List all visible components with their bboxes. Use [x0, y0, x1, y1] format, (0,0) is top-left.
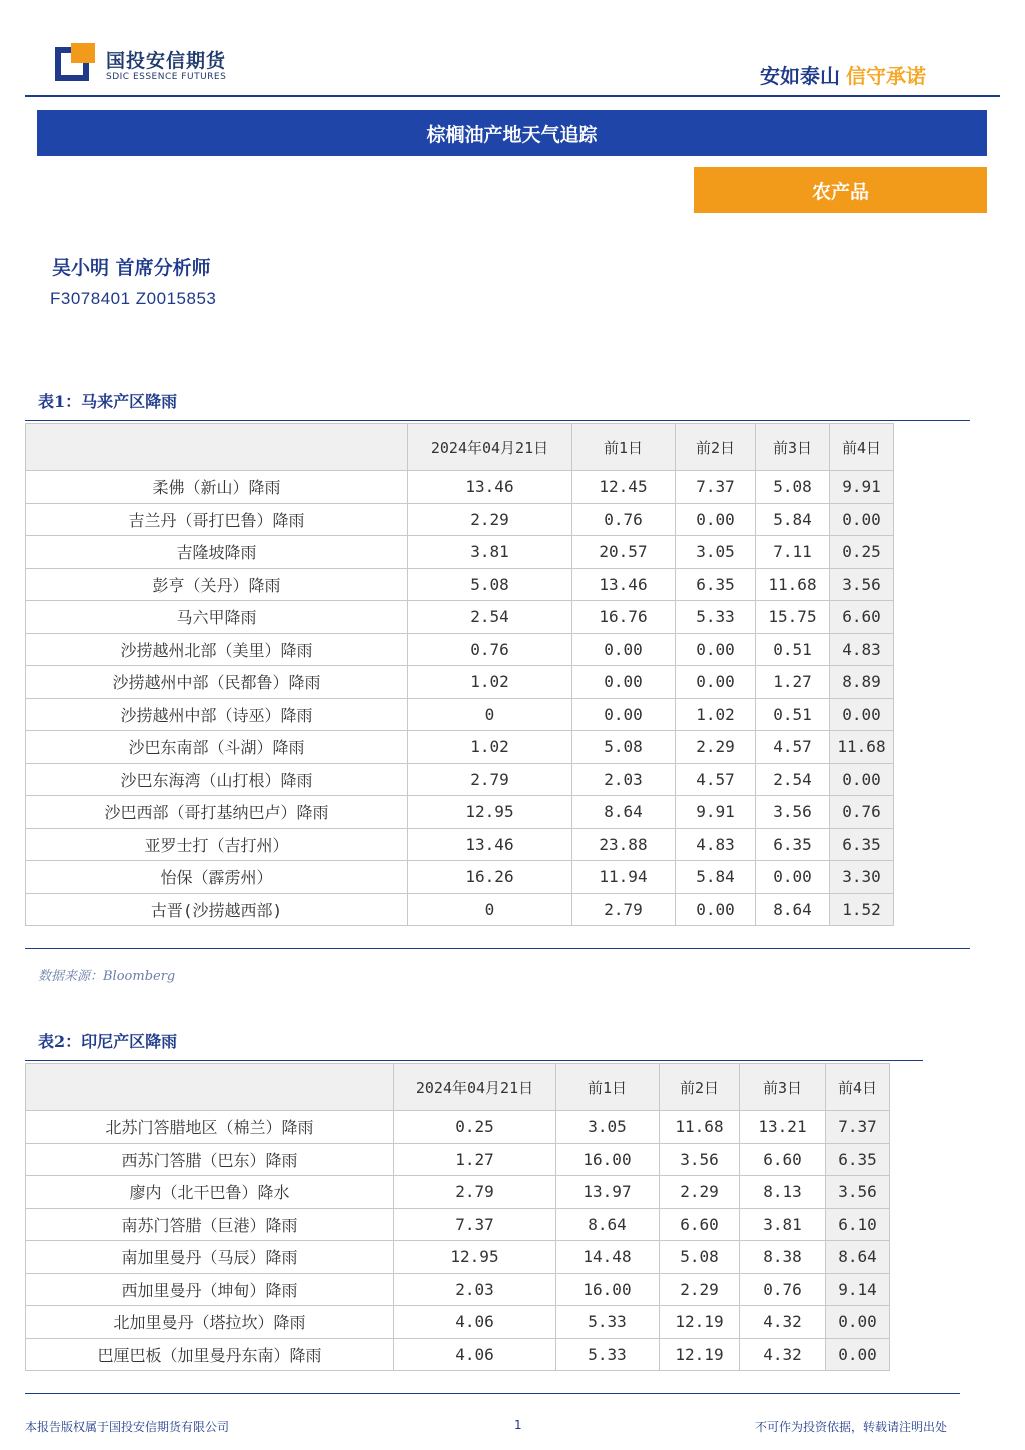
rainfall-value-cell: 0.00: [572, 666, 676, 699]
region-cell: 吉兰丹（哥打巴鲁）降雨: [26, 503, 408, 536]
rainfall-value-cell: 3.05: [676, 536, 756, 569]
rainfall-value-cell: 1.52: [830, 893, 894, 926]
region-cell: 亚罗士打（吉打州）: [26, 828, 408, 861]
rainfall-value-cell: 13.97: [556, 1176, 660, 1209]
table1-top-rule: [25, 420, 970, 421]
slogan-part-2: 信守承诺: [846, 64, 926, 88]
rainfall-value-cell: 14.48: [556, 1241, 660, 1274]
rainfall-value-cell: 1.02: [408, 666, 572, 699]
region-cell: 古晋(沙捞越西部): [26, 893, 408, 926]
footer-copyright: 本报告版权属于国投安信期货有限公司: [25, 1420, 230, 1434]
rainfall-value-cell: 7.37: [676, 471, 756, 504]
rainfall-value-cell: 12.19: [660, 1306, 740, 1339]
table-row: [26, 633, 894, 666]
rainfall-value-cell: 3.56: [830, 568, 894, 601]
table-row: [26, 763, 894, 796]
rainfall-value-cell: 8.64: [826, 1241, 890, 1274]
rainfall-value-cell: 2.79: [394, 1176, 556, 1209]
rainfall-value-cell: 23.88: [572, 828, 676, 861]
rainfall-value-cell: 2.29: [660, 1176, 740, 1209]
slogan: [760, 60, 926, 89]
table-row: [26, 471, 894, 504]
rainfall-value-cell: 3.30: [830, 861, 894, 894]
rainfall-value-cell: 0.00: [676, 503, 756, 536]
table-row: [26, 1111, 890, 1144]
region-cell: 沙捞越州中部（民都鲁）降雨: [26, 666, 408, 699]
rainfall-value-cell: 0.51: [756, 633, 830, 666]
rainfall-value-cell: 2.29: [676, 731, 756, 764]
rainfall-value-cell: 2.54: [408, 601, 572, 634]
table-row: [26, 828, 894, 861]
rainfall-value-cell: 6.60: [740, 1143, 826, 1176]
rainfall-value-cell: 7.11: [756, 536, 830, 569]
rainfall-value-cell: 4.83: [676, 828, 756, 861]
rainfall-value-cell: 4.32: [740, 1338, 826, 1371]
rainfall-value-cell: 2.03: [572, 763, 676, 796]
table-row: [26, 796, 894, 829]
rainfall-value-cell: 5.84: [676, 861, 756, 894]
table2-title: 表2：印尼产区降雨: [38, 1032, 178, 1051]
rainfall-value-cell: 2.03: [394, 1273, 556, 1306]
rainfall-value-cell: 0.00: [676, 666, 756, 699]
column-header: 前2日: [676, 424, 756, 471]
table-header-row: [26, 1064, 890, 1111]
rainfall-value-cell: 3.05: [556, 1111, 660, 1144]
region-cell: 怡保（霹雳州）: [26, 861, 408, 894]
rainfall-value-cell: 13.21: [740, 1111, 826, 1144]
rainfall-value-cell: 2.29: [408, 503, 572, 536]
rainfall-value-cell: 0.76: [740, 1273, 826, 1306]
table-row: [26, 666, 894, 699]
rainfall-value-cell: 5.08: [756, 471, 830, 504]
rainfall-value-cell: 20.57: [572, 536, 676, 569]
rainfall-value-cell: 1.27: [756, 666, 830, 699]
rainfall-value-cell: 3.56: [826, 1176, 890, 1209]
category-badge: 农产品: [694, 167, 987, 213]
rainfall-value-cell: 4.06: [394, 1338, 556, 1371]
column-header: 前2日: [660, 1064, 740, 1111]
header-divider: [25, 95, 1000, 97]
rainfall-value-cell: 5.08: [408, 568, 572, 601]
rainfall-value-cell: 3.81: [740, 1208, 826, 1241]
table2-top-rule: [25, 1060, 923, 1061]
rainfall-value-cell: 16.26: [408, 861, 572, 894]
rainfall-value-cell: 0.76: [830, 796, 894, 829]
rainfall-value-cell: 0.51: [756, 698, 830, 731]
rainfall-value-cell: 0.76: [572, 503, 676, 536]
column-header: [26, 424, 408, 471]
column-header: 前3日: [740, 1064, 826, 1111]
region-cell: 柔佛（新山）降雨: [26, 471, 408, 504]
rainfall-value-cell: 13.46: [408, 471, 572, 504]
rainfall-value-cell: 4.57: [676, 763, 756, 796]
rainfall-value-cell: 9.91: [676, 796, 756, 829]
rainfall-value-cell: 4.32: [740, 1306, 826, 1339]
rainfall-value-cell: 0: [408, 698, 572, 731]
rainfall-value-cell: 5.84: [756, 503, 830, 536]
rainfall-value-cell: 0.25: [394, 1111, 556, 1144]
data-source: 数据来源：Bloomberg: [38, 969, 176, 984]
table-row: [26, 893, 894, 926]
footer-divider: [25, 1393, 960, 1394]
table-row: [26, 1143, 890, 1176]
rainfall-value-cell: 8.13: [740, 1176, 826, 1209]
rainfall-value-cell: 0: [408, 893, 572, 926]
rainfall-value-cell: 11.68: [830, 731, 894, 764]
slogan-part-1: 安如泰山: [760, 64, 840, 88]
rainfall-value-cell: 9.14: [826, 1273, 890, 1306]
rainfall-value-cell: 12.95: [394, 1241, 556, 1274]
table-row: [26, 503, 894, 536]
table2-indonesia-rainfall: [25, 1063, 890, 1371]
table-row: [26, 731, 894, 764]
region-cell: 沙捞越州北部（美里）降雨: [26, 633, 408, 666]
table-row: [26, 1208, 890, 1241]
rainfall-value-cell: 13.46: [572, 568, 676, 601]
table-row: [26, 1176, 890, 1209]
rainfall-value-cell: 3.56: [660, 1143, 740, 1176]
rainfall-value-cell: 11.94: [572, 861, 676, 894]
rainfall-value-cell: 11.68: [660, 1111, 740, 1144]
region-cell: 沙巴西部（哥打基纳巴卢）降雨: [26, 796, 408, 829]
column-header: 前4日: [830, 424, 894, 471]
rainfall-value-cell: 12.95: [408, 796, 572, 829]
rainfall-value-cell: 13.46: [408, 828, 572, 861]
table-row: [26, 1273, 890, 1306]
rainfall-value-cell: 6.60: [830, 601, 894, 634]
rainfall-value-cell: 2.54: [756, 763, 830, 796]
region-cell: 沙捞越州中部（诗巫）降雨: [26, 698, 408, 731]
region-cell: 沙巴东南部（斗湖）降雨: [26, 731, 408, 764]
column-header: 前4日: [826, 1064, 890, 1111]
rainfall-value-cell: 1.02: [408, 731, 572, 764]
company-name-cn: 国投安信期货: [106, 50, 227, 72]
region-cell: 彭亨（关丹）降雨: [26, 568, 408, 601]
rainfall-value-cell: 0.00: [826, 1306, 890, 1339]
region-cell: 沙巴东海湾（山打根）降雨: [26, 763, 408, 796]
table-row: [26, 536, 894, 569]
rainfall-value-cell: 4.57: [756, 731, 830, 764]
rainfall-value-cell: 2.29: [660, 1273, 740, 1306]
column-header: [26, 1064, 394, 1111]
table-header-row: [26, 424, 894, 471]
rainfall-value-cell: 1.02: [676, 698, 756, 731]
report-title: 棕榈油产地天气追踪: [37, 110, 987, 156]
region-cell: 南加里曼丹（马辰）降雨: [26, 1241, 394, 1274]
rainfall-value-cell: 6.10: [826, 1208, 890, 1241]
rainfall-value-cell: 7.37: [394, 1208, 556, 1241]
rainfall-value-cell: 8.64: [756, 893, 830, 926]
table-row: [26, 861, 894, 894]
rainfall-value-cell: 0.00: [830, 503, 894, 536]
analyst-cert-ids: F3078401 Z0015853: [50, 289, 217, 308]
company-logo-icon: [55, 43, 97, 83]
table1-malaysia-rainfall: [25, 423, 894, 926]
analyst-name: 吴小明 首席分析师: [52, 257, 211, 279]
rainfall-value-cell: 1.27: [394, 1143, 556, 1176]
table-row: [26, 568, 894, 601]
rainfall-value-cell: 12.19: [660, 1338, 740, 1371]
rainfall-value-cell: 6.35: [756, 828, 830, 861]
rainfall-value-cell: 6.60: [660, 1208, 740, 1241]
column-header: 前1日: [556, 1064, 660, 1111]
rainfall-value-cell: 6.35: [676, 568, 756, 601]
rainfall-value-cell: 5.08: [572, 731, 676, 764]
region-cell: 西加里曼丹（坤甸）降雨: [26, 1273, 394, 1306]
rainfall-value-cell: 0.00: [756, 861, 830, 894]
column-header: 2024年04月21日: [408, 424, 572, 471]
table-row: [26, 1338, 890, 1371]
rainfall-value-cell: 3.56: [756, 796, 830, 829]
rainfall-value-cell: 8.64: [556, 1208, 660, 1241]
rainfall-value-cell: 0.76: [408, 633, 572, 666]
column-header: 前3日: [756, 424, 830, 471]
rainfall-value-cell: 8.89: [830, 666, 894, 699]
rainfall-value-cell: 4.06: [394, 1306, 556, 1339]
rainfall-value-cell: 2.79: [408, 763, 572, 796]
rainfall-value-cell: 16.00: [556, 1273, 660, 1306]
rainfall-value-cell: 0.00: [676, 633, 756, 666]
region-cell: 北加里曼丹（塔拉坎）降雨: [26, 1306, 394, 1339]
rainfall-value-cell: 5.33: [556, 1338, 660, 1371]
rainfall-value-cell: 0.00: [830, 698, 894, 731]
rainfall-value-cell: 5.08: [660, 1241, 740, 1274]
rainfall-value-cell: 16.76: [572, 601, 676, 634]
table1-bottom-rule: [25, 948, 970, 949]
rainfall-value-cell: 0.00: [572, 698, 676, 731]
rainfall-value-cell: 9.91: [830, 471, 894, 504]
rainfall-value-cell: 11.68: [756, 568, 830, 601]
rainfall-value-cell: 0.00: [572, 633, 676, 666]
rainfall-value-cell: 2.79: [572, 893, 676, 926]
region-cell: 南苏门答腊（巨港）降雨: [26, 1208, 394, 1241]
rainfall-value-cell: 0.00: [830, 763, 894, 796]
rainfall-value-cell: 6.35: [826, 1143, 890, 1176]
rainfall-value-cell: 5.33: [556, 1306, 660, 1339]
table-row: [26, 1241, 890, 1274]
rainfall-value-cell: 16.00: [556, 1143, 660, 1176]
rainfall-value-cell: 5.33: [676, 601, 756, 634]
region-cell: 马六甲降雨: [26, 601, 408, 634]
table-row: [26, 601, 894, 634]
rainfall-value-cell: 8.64: [572, 796, 676, 829]
rainfall-value-cell: 6.35: [830, 828, 894, 861]
rainfall-value-cell: 0.25: [830, 536, 894, 569]
region-cell: 吉隆坡降雨: [26, 536, 408, 569]
rainfall-value-cell: 12.45: [572, 471, 676, 504]
footer-disclaimer: 不可作为投资依据，转载请注明出处: [755, 1420, 948, 1434]
page-number: 1: [514, 1418, 522, 1432]
region-cell: 北苏门答腊地区（棉兰）降雨: [26, 1111, 394, 1144]
region-cell: 巴厘巴板（加里曼丹东南）降雨: [26, 1338, 394, 1371]
rainfall-value-cell: 3.81: [408, 536, 572, 569]
column-header: 2024年04月21日: [394, 1064, 556, 1111]
table-row: [26, 698, 894, 731]
rainfall-value-cell: 0.00: [676, 893, 756, 926]
rainfall-value-cell: 0.00: [826, 1338, 890, 1371]
rainfall-value-cell: 7.37: [826, 1111, 890, 1144]
column-header: 前1日: [572, 424, 676, 471]
rainfall-value-cell: 4.83: [830, 633, 894, 666]
region-cell: 西苏门答腊（巴东）降雨: [26, 1143, 394, 1176]
table-row: [26, 1306, 890, 1339]
rainfall-value-cell: 8.38: [740, 1241, 826, 1274]
region-cell: 廖内（北干巴鲁）降水: [26, 1176, 394, 1209]
company-name-en: SDIC ESSENCE FUTURES: [106, 72, 227, 82]
rainfall-value-cell: 15.75: [756, 601, 830, 634]
table1-title: 表1：马来产区降雨: [38, 392, 178, 411]
